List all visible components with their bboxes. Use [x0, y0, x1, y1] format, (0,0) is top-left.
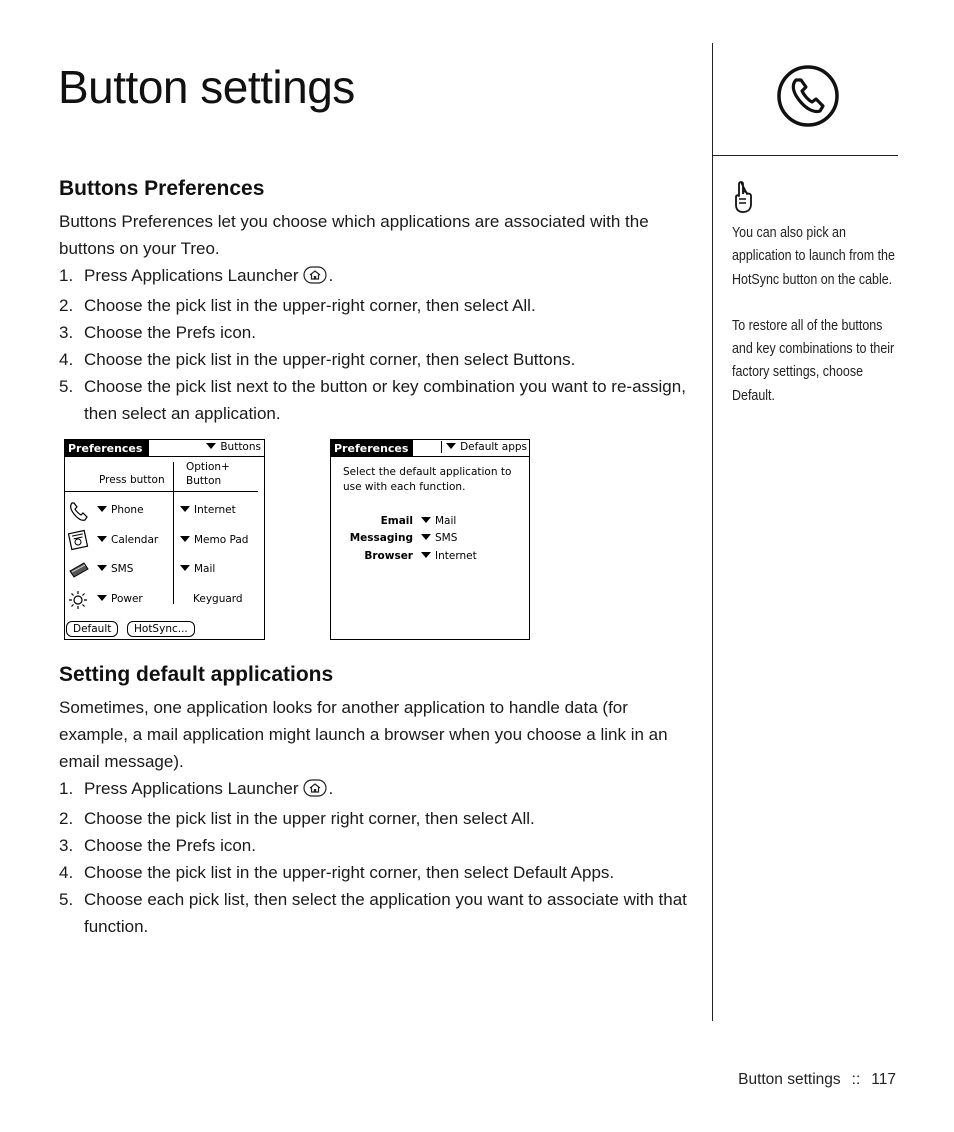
- screen-title-tab: Preferences: [331, 440, 413, 457]
- dropdown-arrow-icon: [421, 517, 431, 523]
- category-picker[interactable]: Default apps: [441, 441, 527, 453]
- button-app-picker-phone[interactable]: Phone: [97, 504, 144, 516]
- instruction-line-2: use with each function.: [343, 481, 466, 493]
- dropdown-arrow-icon: [180, 506, 190, 512]
- phone-icon: [68, 501, 90, 523]
- default-apps-screenshot: [330, 439, 530, 640]
- steps-list: [59, 775, 689, 940]
- column-header-option-line1: Option+: [186, 461, 230, 473]
- messaging-label: Messaging: [349, 532, 413, 544]
- dropdown-arrow-icon: [421, 534, 431, 540]
- header-divider: [65, 491, 258, 492]
- list-item: 4. Choose the pick list in the upper-right corner, then select Buttons.: [59, 350, 576, 370]
- sms-icon: [68, 559, 90, 581]
- dropdown-arrow-icon: [97, 595, 107, 601]
- section-heading: Setting default applications: [59, 663, 334, 686]
- button-app-picker-power[interactable]: Power: [97, 593, 143, 605]
- dropdown-arrow-icon: [97, 536, 107, 542]
- dropdown-arrow-icon: [421, 552, 431, 558]
- sidebar-header-rule: [712, 155, 898, 156]
- calendar-icon: [68, 529, 90, 551]
- sidebar-divider: [712, 43, 713, 1021]
- column-header-option-line2: Button: [186, 475, 222, 487]
- column-divider: [173, 462, 174, 604]
- section-heading: Buttons Preferences: [59, 177, 265, 200]
- page-number: 117: [871, 1071, 896, 1088]
- list-item: 2. Choose the pick list in the upper-right corner, then select All.: [59, 296, 536, 316]
- tip-restore-default: To restore all of the buttons and key combinations to their factory settings, choose Default.: [732, 317, 895, 404]
- list-item: 1. Press Applications Launcher .: [59, 262, 689, 292]
- dropdown-arrow-icon: [180, 536, 190, 542]
- page-title: Button settings: [58, 61, 355, 113]
- intro-paragraph: Buttons Preferences let you choose which applications are associated with the buttons on your Treo.: [59, 212, 649, 259]
- browser-app-picker[interactable]: Internet: [421, 550, 477, 562]
- dropdown-arrow-icon: [97, 565, 107, 571]
- list-item: 4. Choose the pick list in the upper-right corner, then select Default Apps.: [59, 863, 615, 883]
- intro-paragraph: Sometimes, one application looks for another application to handle data (for example, a mail application might launch a browser when you choose a link in an email message).: [59, 698, 668, 772]
- list-item: 5. Choose the pick list next to the button or key combination you want to re-assign, then select an application.: [59, 377, 686, 424]
- footer-section-name: Button settings: [738, 1071, 841, 1088]
- list-item: 5. Choose each pick list, then select the application you want to associate with that function.: [59, 890, 687, 937]
- dropdown-arrow-icon: [180, 565, 190, 571]
- dropdown-arrow-icon: [206, 443, 216, 449]
- page-footer: [738, 1071, 896, 1089]
- instruction-line-1: Select the default application to: [343, 466, 512, 478]
- messaging-app-picker[interactable]: SMS: [421, 532, 457, 544]
- browser-label: Browser: [364, 550, 413, 562]
- dropdown-arrow-icon: [97, 506, 107, 512]
- button-app-picker-sms[interactable]: SMS: [97, 563, 133, 575]
- option-app-picker-internet[interactable]: Internet: [180, 504, 236, 516]
- category-picker[interactable]: Buttons: [206, 441, 261, 453]
- buttons-preferences-screenshot: [64, 439, 265, 640]
- list-item: 2. Choose the pick list in the upper right corner, then select All.: [59, 809, 535, 829]
- applications-launcher-icon: [303, 778, 327, 805]
- option-app-picker-memo-pad[interactable]: Memo Pad: [180, 534, 248, 546]
- pointing-hand-tip-icon: [733, 180, 755, 214]
- list-item: 3. Choose the Prefs icon.: [59, 836, 256, 856]
- power-icon: [67, 589, 89, 611]
- section-buttons-preferences: [59, 176, 689, 427]
- option-app-picker-mail[interactable]: Mail: [180, 563, 215, 575]
- column-header-press-button: Press button: [99, 474, 165, 486]
- list-item: 3. Choose the Prefs icon.: [59, 323, 256, 343]
- email-app-picker[interactable]: Mail: [421, 515, 456, 527]
- footer-separator: ::: [851, 1071, 861, 1088]
- default-button[interactable]: Default: [66, 621, 118, 637]
- phone-chapter-icon: [776, 64, 840, 128]
- steps-list: [59, 262, 689, 427]
- sidebar-tips: [732, 222, 895, 408]
- button-app-picker-calendar[interactable]: Calendar: [97, 534, 158, 546]
- dropdown-arrow-icon: [446, 443, 456, 449]
- section-default-applications: [59, 662, 689, 940]
- tip-hotsync: You can also pick an application to launch from the HotSync button on the cable.: [732, 225, 895, 288]
- email-label: Email: [380, 515, 413, 527]
- list-item: 1. Press Applications Launcher .: [59, 775, 689, 805]
- hotsync-button[interactable]: HotSync...: [127, 621, 195, 637]
- applications-launcher-icon: [303, 265, 327, 292]
- screen-title-tab: Preferences: [65, 440, 149, 457]
- option-app-keyguard: Keyguard: [193, 593, 243, 605]
